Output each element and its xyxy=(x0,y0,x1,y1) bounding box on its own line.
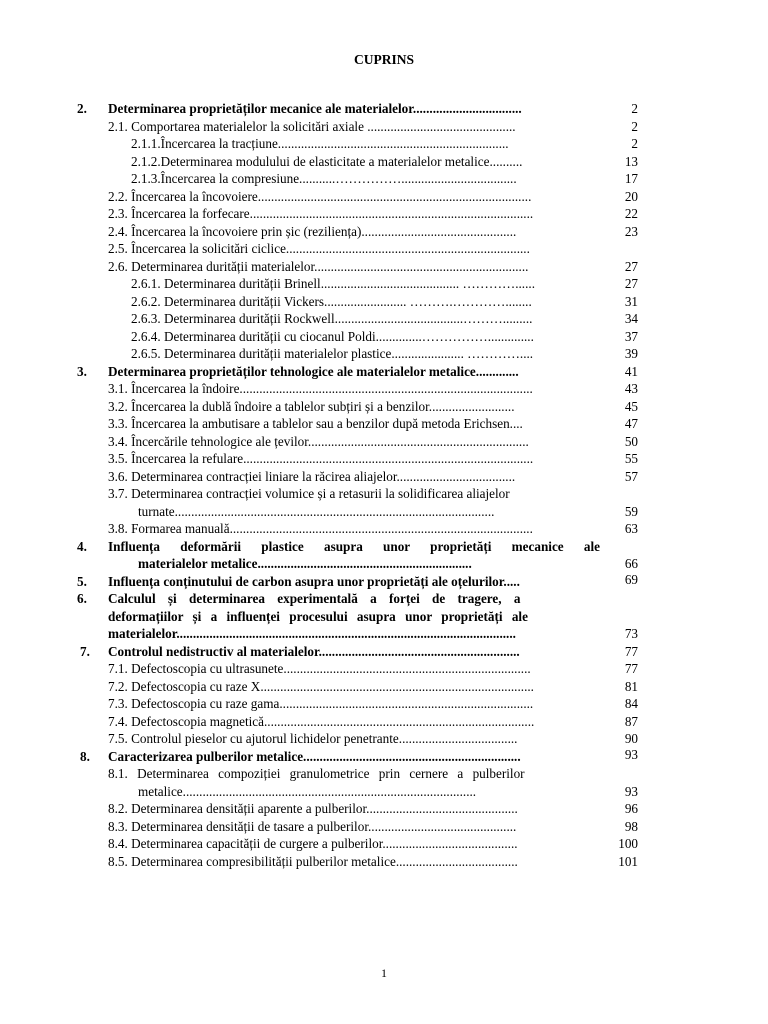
toc-text: 7.2. Defectoscopia cu raze X................................................................................... xyxy=(108,678,534,694)
toc-entry-3-3[interactable] xyxy=(0,415,768,433)
toc-entry-3-4[interactable] xyxy=(0,433,768,451)
toc-number: 6. xyxy=(77,591,87,606)
toc-entry-2-6-3[interactable] xyxy=(0,310,768,328)
toc-entry-2-1-1[interactable] xyxy=(0,135,768,153)
toc-text: 2.6.2. Determinarea durității Vickers......................... ……….…………........ xyxy=(131,293,532,309)
toc-page: 2 xyxy=(631,101,638,116)
toc-text-line: materialelor metalice................................................................. xyxy=(138,556,472,571)
toc-entry-2-6-1[interactable] xyxy=(0,275,768,293)
toc-entry-2-6-5[interactable] xyxy=(0,345,768,363)
toc-page: 47 xyxy=(624,416,638,431)
toc-page: 77 xyxy=(624,643,638,659)
table-of-contents xyxy=(0,100,768,870)
toc-entry-2-1-3[interactable] xyxy=(0,170,768,188)
toc-number: 8. xyxy=(80,748,90,764)
toc-text-line: metalice......................................................................................... xyxy=(138,783,477,799)
toc-text: 3.5. Încercarea la refulare........................................................................................ xyxy=(108,451,534,466)
toc-entry-8-1[interactable] xyxy=(0,765,768,800)
toc-text xyxy=(108,538,600,573)
toc-page: 66 xyxy=(624,556,638,571)
toc-entry-5[interactable] xyxy=(0,573,768,591)
toc-page: 27 xyxy=(624,258,638,274)
toc-text: 8.2. Determinarea densității aparente a pulberilor.............................................. xyxy=(108,801,518,816)
toc-text: 2.1.2.Determinarea modulului de elasticitate a materialelor metalice.......... xyxy=(131,153,523,169)
toc-page: 93 xyxy=(624,783,638,799)
toc-page: 73 xyxy=(624,626,638,641)
toc-text: Influența conținutului de carbon asupra unor proprietăți ale oțelurilor..... xyxy=(108,573,520,589)
toc-page: 22 xyxy=(624,206,638,221)
toc-text: 2.6.3. Determinarea durității Rockwell.......................................………......... xyxy=(131,311,533,326)
toc-text: Determinarea proprietăților tehnologice ale materialelor metalice............. xyxy=(108,363,519,379)
toc-text xyxy=(108,590,600,643)
toc-text: 2.5. Încercarea la solicitări ciclice.......................................................................... xyxy=(108,241,530,256)
toc-entry-7-3[interactable] xyxy=(0,695,768,713)
toc-page: 59 xyxy=(624,503,638,519)
toc-entry-2-6-4[interactable] xyxy=(0,328,768,346)
toc-text xyxy=(108,765,638,800)
toc-text: 2.6.5. Determinarea durității materialelor plastice...................... ………….... xyxy=(131,346,534,361)
toc-text: 8.4. Determinarea capacității de curgere a pulberilor......................................... xyxy=(108,836,518,851)
toc-entry-7[interactable] xyxy=(0,643,768,661)
toc-page: 84 xyxy=(624,696,638,711)
page-number: 1 xyxy=(381,966,387,980)
toc-page: 31 xyxy=(624,293,638,309)
toc-page: 2 xyxy=(631,118,638,134)
toc-text-line: 3.7. Determinarea contracției volumice și a retasurii la solidificarea aliajelor xyxy=(108,486,510,501)
toc-page: 90 xyxy=(624,731,638,746)
toc-entry-2-5[interactable] xyxy=(0,240,768,258)
toc-page: 69 xyxy=(624,571,638,587)
toc-page: 98 xyxy=(624,818,638,834)
toc-entry-3-2[interactable] xyxy=(0,398,768,416)
toc-entry-2-6[interactable] xyxy=(0,258,768,276)
toc-page: 43 xyxy=(624,381,638,396)
toc-text: 3.3. Încercarea la ambutisare a tablelor sau a benzilor după metoda Erichsen.... xyxy=(108,416,523,431)
toc-page: 13 xyxy=(624,153,638,169)
toc-text: 8.5. Determinarea compresibilității pulberilor metalice..................................... xyxy=(108,853,518,869)
toc-entry-2-1-2[interactable] xyxy=(0,153,768,171)
toc-entry-3-8[interactable] xyxy=(0,520,768,538)
toc-number: 4. xyxy=(77,538,87,554)
toc-entry-8[interactable] xyxy=(0,748,768,766)
toc-entry-3[interactable] xyxy=(0,363,768,381)
toc-text: 3.8. Formarea manuală............................................................................................ xyxy=(108,521,533,536)
toc-entry-8-4[interactable] xyxy=(0,835,768,853)
toc-entry-7-4[interactable] xyxy=(0,713,768,731)
toc-page: 2 xyxy=(631,136,638,151)
toc-page: 81 xyxy=(624,678,638,694)
toc-page: 63 xyxy=(624,521,638,536)
toc-number: 7. xyxy=(80,643,90,659)
toc-page: 100 xyxy=(618,836,638,851)
toc-page: 23 xyxy=(624,223,638,239)
toc-entry-4[interactable] xyxy=(0,538,768,573)
toc-text: Controlul nedistructiv al materialelor............................................................. xyxy=(108,643,520,659)
toc-page: 87 xyxy=(624,713,638,729)
toc-text: 2.1.1.Încercarea la tracțiune...................................................................... xyxy=(131,136,509,151)
toc-entry-2-6-2[interactable] xyxy=(0,293,768,311)
toc-text: 2.6.4. Determinarea durității cu ciocanul Poldi..............…………….............. xyxy=(131,328,534,344)
toc-page: 57 xyxy=(624,468,638,484)
toc-page: 34 xyxy=(624,311,638,326)
toc-entry-3-6[interactable] xyxy=(0,468,768,486)
toc-text: 7.4. Defectoscopia magnetică.................................................................................. xyxy=(108,713,535,729)
toc-page: 96 xyxy=(624,801,638,816)
toc-text-line: materialelor....................................................................................................... xyxy=(108,626,516,641)
toc-text: 2.1. Comportarea materialelor la solicitări axiale ............................................. xyxy=(108,118,516,134)
toc-text: 7.3. Defectoscopia cu raze gama............................................................................. xyxy=(108,696,534,711)
toc-entry-8-3[interactable] xyxy=(0,818,768,836)
toc-entry-2-4[interactable] xyxy=(0,223,768,241)
toc-entry-2-2[interactable] xyxy=(0,188,768,206)
toc-text: 8.3. Determinarea densității de tasare a pulberilor............................................. xyxy=(108,818,517,834)
toc-entry-8-5[interactable] xyxy=(0,853,768,871)
toc-text: 7.5. Controlul pieselor cu ajutorul lichidelor penetrante.................................... xyxy=(108,731,518,746)
toc-page: 50 xyxy=(624,433,638,449)
toc-text: 2.6. Determinarea durității materialelor................................................................. xyxy=(108,258,529,274)
toc-page: 55 xyxy=(624,451,638,466)
toc-number: 2. xyxy=(77,101,87,116)
toc-entry-2[interactable] xyxy=(0,100,768,118)
toc-entry-7-2[interactable] xyxy=(0,678,768,696)
toc-text-line: 8.1. Determinarea compoziției granulometrice prin cernere a pulberilor xyxy=(108,766,525,781)
toc-entry-3-1[interactable] xyxy=(0,380,768,398)
toc-text xyxy=(108,485,600,520)
toc-page: 93 xyxy=(624,746,638,762)
toc-page: 77 xyxy=(624,661,638,676)
toc-text-line: deformațiilor și a influenței procesului asupra unor proprietăți ale xyxy=(108,608,528,624)
toc-entry-7-1[interactable] xyxy=(0,660,768,678)
toc-text: Determinarea proprietăților mecanice ale materialelor................................. xyxy=(108,101,522,116)
toc-page: 39 xyxy=(624,346,638,361)
toc-number: 5. xyxy=(77,573,87,589)
toc-entry-2-3[interactable] xyxy=(0,205,768,223)
toc-text: 2.6.1. Determinarea durității Brinell.......................................... …………...... xyxy=(131,276,535,291)
toc-page: 101 xyxy=(618,853,638,869)
toc-entry-6[interactable] xyxy=(0,590,768,643)
toc-page: 27 xyxy=(624,276,638,291)
toc-text: 2.4. Încercarea la încovoiere prin șic (reziliența)............................................... xyxy=(108,223,517,239)
toc-page: 37 xyxy=(624,328,638,344)
toc-text: Caracterizarea pulberilor metalice.................................................................. xyxy=(108,748,521,764)
toc-text: 2.3. Încercarea la forfecare...................................................................................... xyxy=(108,206,534,221)
toc-text: 3.4. Încercările tehnologice ale țevilor................................................................... xyxy=(108,433,529,449)
toc-text-line: turnate................................................................................................. xyxy=(138,503,495,519)
toc-page: 41 xyxy=(624,363,638,379)
toc-entry-2-1[interactable] xyxy=(0,118,768,136)
page-title: CUPRINS xyxy=(353,52,414,67)
toc-text: 2.2. Încercarea la încovoiere................................................................................... xyxy=(108,188,532,204)
toc-page: 20 xyxy=(624,188,638,204)
toc-text: 3.2. Încercarea la dublă îndoire a tablelor subțiri și a benzilor.......................... xyxy=(108,398,515,414)
toc-entry-7-5[interactable] xyxy=(0,730,768,748)
toc-page: 17 xyxy=(624,171,638,186)
toc-entry-8-2[interactable] xyxy=(0,800,768,818)
toc-entry-3-5[interactable] xyxy=(0,450,768,468)
toc-text: 3.1. Încercarea la îndoire......................................................................................... xyxy=(108,381,533,396)
toc-text-line: Influența deformării plastice asupra unor proprietăți mecanice ale xyxy=(108,538,600,554)
toc-page: 45 xyxy=(624,398,638,414)
toc-entry-3-7[interactable] xyxy=(0,485,768,520)
toc-number: 3. xyxy=(77,363,87,379)
toc-text-line: Calculul și determinarea experimentală a forței de tragere, a xyxy=(108,591,521,606)
toc-text: 3.6. Determinarea contracției liniare la răcirea aliajelor.................................... xyxy=(108,468,516,484)
toc-text: 2.1.3.Încercarea la compresiune...........……………................................... xyxy=(131,171,517,186)
toc-text: 7.1. Defectoscopia cu ultrasunete........................................................................... xyxy=(108,661,531,676)
